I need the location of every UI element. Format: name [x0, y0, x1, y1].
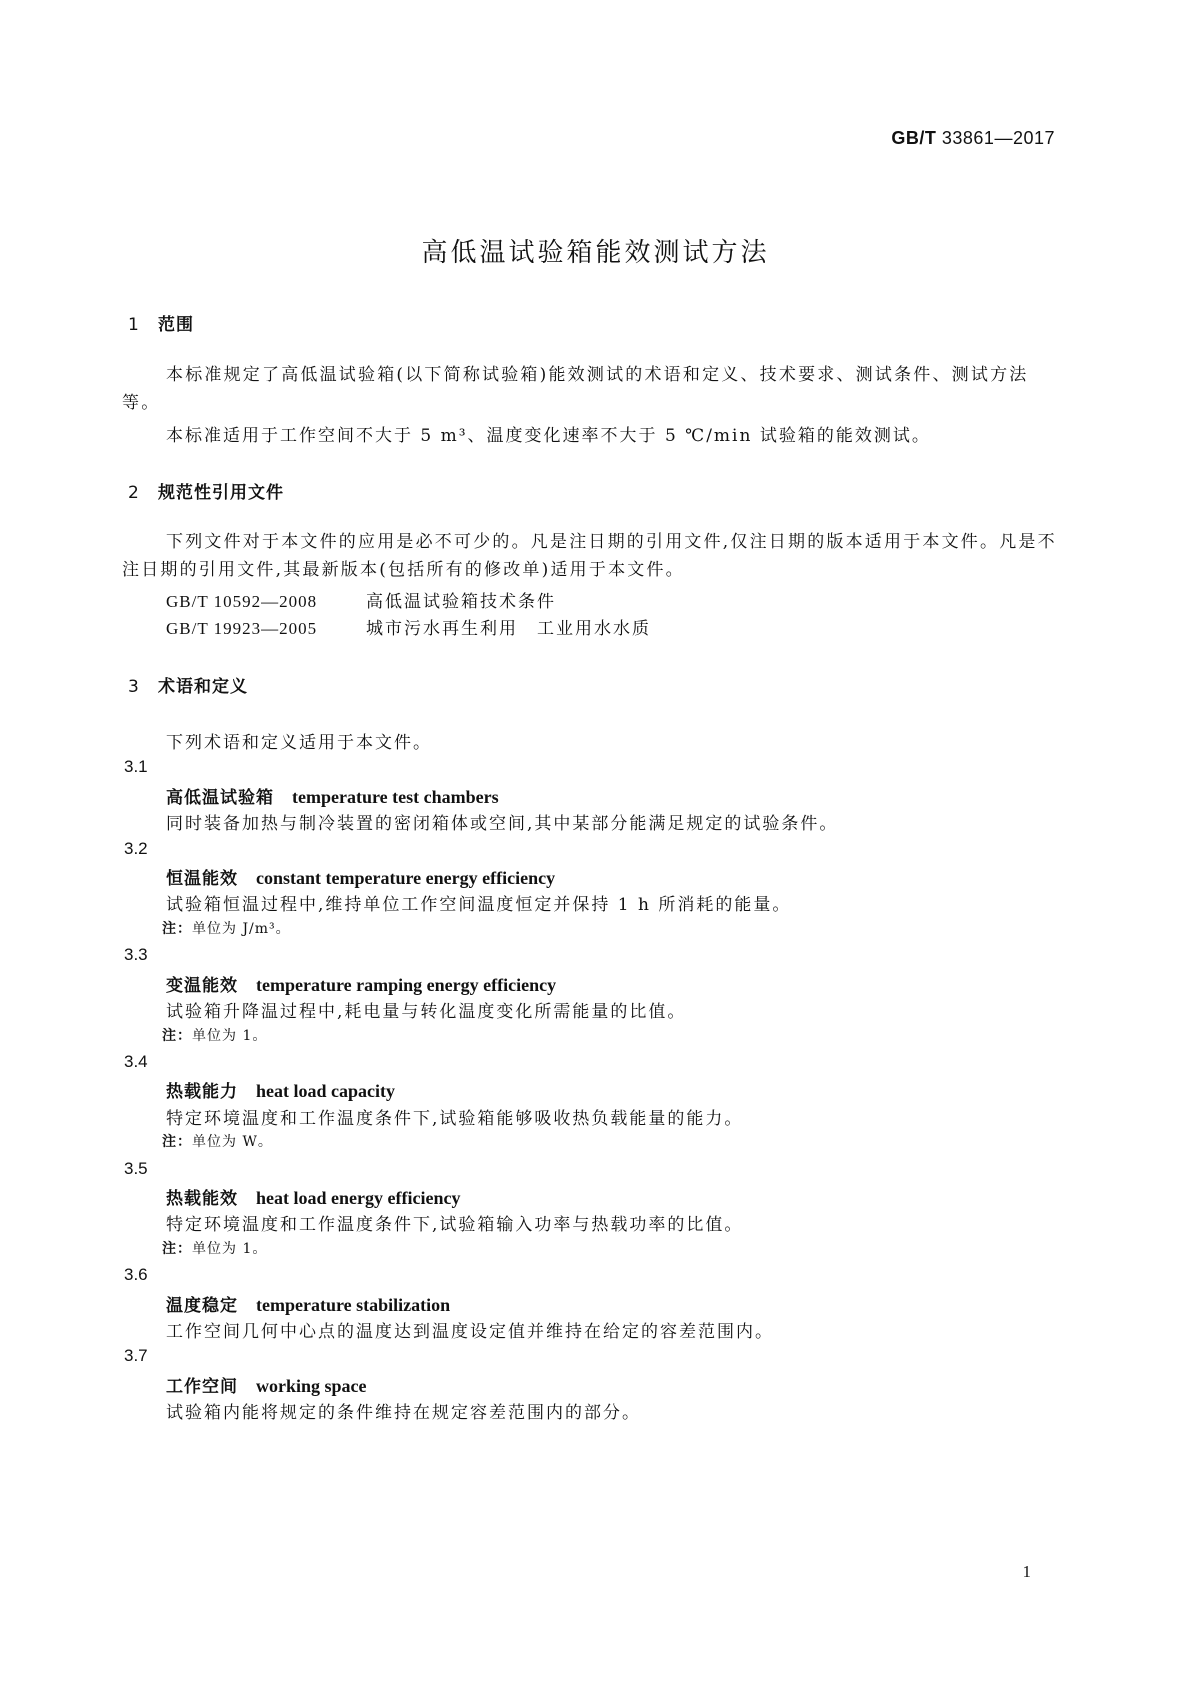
- scope-paragraph-2: 本标准适用于工作空间不大于 5 m³、温度变化速率不大于 5 ℃/min 试验箱的能效测试。: [166, 426, 931, 446]
- term-definition: 同时装备加热与制冷装置的密闭箱体或空间,其中某部分能满足规定的试验条件。: [166, 814, 839, 834]
- scope-paragraph-1: 本标准规定了高低温试验箱(以下简称试验箱)能效测试的术语和定义、技术要求、测试条件、测试方法等。: [122, 365, 1029, 413]
- term-note: 注：单位为 1。: [162, 1241, 268, 1257]
- term-note: 注：单位为 W。: [162, 1134, 273, 1150]
- note-label: 注：: [162, 1028, 192, 1044]
- clause-number: 3.6: [124, 1265, 148, 1284]
- note-label: 注：: [162, 1241, 192, 1257]
- term-en: working space: [256, 1376, 367, 1396]
- reference-item: [166, 587, 556, 612]
- clause-number: 3.3: [124, 945, 148, 964]
- reference-code: GB/T 10592—2008: [166, 592, 318, 611]
- clause-number: 3.4: [124, 1052, 148, 1071]
- term-zh: 热载能力: [166, 1082, 238, 1102]
- term-zh: 热载能效: [166, 1189, 238, 1209]
- term-definition: 特定环境温度和工作温度条件下,试验箱输入功率与热载功率的比值。: [166, 1215, 744, 1235]
- term-heading: [166, 1291, 450, 1316]
- term-en: constant temperature energy efficiency: [256, 868, 556, 888]
- term-heading: [166, 1372, 367, 1397]
- term-zh: 高低温试验箱: [166, 788, 274, 808]
- standard-code: 33861—2017: [941, 128, 1055, 148]
- reference-title: 高低温试验箱技术条件: [366, 592, 556, 612]
- term-heading: [166, 1184, 460, 1209]
- term-en: temperature test chambers: [292, 787, 499, 807]
- standard-prefix: GB/T: [891, 128, 937, 148]
- term-heading: [166, 1077, 395, 1102]
- reference-code: GB/T 19923—2005: [166, 619, 318, 638]
- term-en: temperature ramping energy efficiency: [256, 975, 557, 995]
- standard-number: [891, 128, 1055, 149]
- reference-title: 城市污水再生利用 工业用水水质: [366, 619, 651, 639]
- term-en: heat load energy efficiency: [256, 1188, 461, 1208]
- term-note: 注：单位为 1。: [162, 1028, 268, 1044]
- term-definition: 试验箱内能将规定的条件维持在规定容差范围内的部分。: [166, 1403, 641, 1423]
- term-zh: 工作空间: [166, 1377, 238, 1397]
- note-label: 注：: [162, 1134, 192, 1150]
- term-definition: 工作空间几何中心点的温度达到温度设定值并维持在给定的容差范围内。: [166, 1322, 774, 1342]
- term-en: temperature stabilization: [256, 1295, 451, 1315]
- terms-intro: 下列术语和定义适用于本文件。: [166, 733, 432, 753]
- section-heading-3: 3 术语和定义: [128, 677, 248, 697]
- section-heading-1: 1 范围: [128, 315, 194, 335]
- term-note: 注：单位为 J/m³。: [162, 921, 291, 937]
- page-number: 1: [1022, 1562, 1031, 1581]
- reference-item: [166, 614, 651, 639]
- term-zh: 变温能效: [166, 976, 238, 996]
- term-zh: 温度稳定: [166, 1296, 238, 1316]
- term-definition: 特定环境温度和工作温度条件下,试验箱能够吸收热负载能量的能力。: [166, 1109, 744, 1129]
- document-title: 高低温试验箱能效测试方法: [421, 238, 770, 268]
- term-definition: 试验箱升降温过程中,耗电量与转化温度变化所需能量的比值。: [166, 1002, 687, 1022]
- term-heading: [166, 783, 499, 808]
- term-heading: [166, 864, 555, 889]
- section-heading-2: 2 规范性引用文件: [128, 483, 284, 503]
- term-definition: 试验箱恒温过程中,维持单位工作空间温度恒定并保持 1 h 所消耗的能量。: [166, 895, 792, 915]
- refs-intro-paragraph: 下列文件对于本文件的应用是必不可少的。凡是注日期的引用文件,仅注日期的版本适用于本文件。凡是不注日期的引用文件,其最新版本(包括所有的修改单)适用于本文件。: [122, 532, 1057, 580]
- term-en: heat load capacity: [256, 1081, 395, 1101]
- clause-number: 3.7: [124, 1346, 148, 1365]
- term-zh: 恒温能效: [166, 869, 238, 889]
- clause-number: 3.2: [124, 839, 148, 858]
- clause-number: 3.1: [124, 757, 148, 776]
- clause-number: 3.5: [124, 1159, 148, 1178]
- note-label: 注：: [162, 921, 192, 937]
- term-heading: [166, 971, 556, 996]
